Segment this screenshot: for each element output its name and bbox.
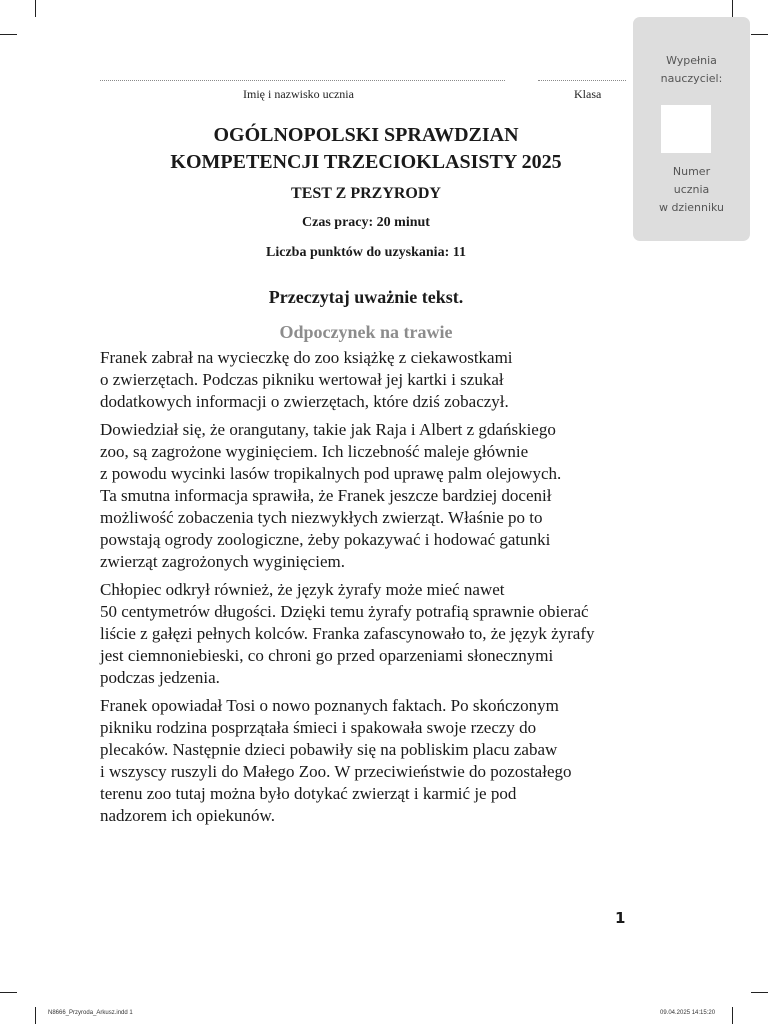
crop-mark — [732, 1007, 733, 1024]
teacher-box-title-line: Wypełnia — [666, 54, 717, 67]
story-paragraph: Dowiedział się, że orangutany, takie jak Raja i Albert z gdańskiego zoo, są zagrożone wyginięciem. Ich liczebność maleje głównie z powodu wycinki lasów tropikalnych pod uprawę palm olejowych. Ta smutna informacja sprawiła, że Franek jeszcze bardziej docenił możliwość zobaczenia tych niezwykłych zwierząt. Właśnie po to powstają ogrody zoologiczne, żeby pokazywać i hodować gatunki zwierząt zagrożonych wyginięciem. — [100, 420, 562, 571]
teacher-box-caption-line: w dzienniku — [658, 201, 725, 214]
crop-mark — [0, 992, 17, 993]
page-number: 1 — [615, 909, 626, 927]
teacher-box-caption-line: Numer — [672, 165, 711, 178]
teacher-box-caption — [633, 163, 750, 217]
story-paragraph: Franek opowiadał Tosi o nowo poznanych faktach. Po skończonym pikniku rodzina posprzątała śmieci i spakowała swoje rzeczy do plecaków. Następnie dzieci pobawiły się na pobliskim placu zabaw i wszyscy ruszyli do Małego Zoo. W przeciwieństwie do pozostałego terenu zoo tutaj można było dotykać zwierząt i karmić je pod nadzorem ich opiekunów. — [100, 696, 572, 825]
crop-mark — [35, 0, 36, 17]
student-name-line[interactable] — [100, 80, 505, 81]
crop-mark — [751, 992, 768, 993]
story-paragraph: Chłopiec odkrył również, że język żyrafy może mieć nawet 50 centymetrów długości. Dzięki temu żyrafy potrafią sprawnie obierać liście z gałęzi pełnych kolców. Franka zafascynowało to, że język żyrafy jest ciemnoniebieski, co chroni go przed oparzeniami słonecznymi podczas jedzenia. — [100, 580, 595, 687]
class-line[interactable] — [538, 80, 626, 81]
crop-mark — [732, 0, 733, 17]
story-text — [100, 347, 648, 833]
story-title: Odpoczynek na trawie — [279, 322, 453, 342]
footer-file: N8666_Przyroda_Arkusz.indd 1 — [48, 1010, 133, 1016]
crop-mark — [35, 1007, 36, 1024]
time-limit: Czas pracy: 20 minut — [302, 215, 430, 230]
teacher-box-title — [633, 52, 750, 88]
points-total: Liczba punktów do uzyskania: 11 — [266, 245, 466, 260]
teacher-box-caption-line: ucznia — [673, 183, 710, 196]
student-name-label: Imię i nazwisko ucznia — [243, 87, 354, 101]
teacher-box-title-line: nauczyciel: — [660, 72, 723, 85]
story-paragraph: Franek zabrał na wycieczkę do zoo książkę z ciekawostkami o zwierzętach. Podczas pikniku wertował jej kartki i szukał dodatkowych informacji o zwierzętach, które dziś zobaczył. — [100, 348, 513, 411]
instruction: Przeczytaj uważnie tekst. — [268, 287, 464, 307]
test-name: TEST Z PRZYRODY — [291, 185, 441, 202]
exam-title — [100, 122, 632, 176]
teacher-box — [633, 17, 750, 241]
crop-mark — [751, 34, 768, 35]
crop-mark — [0, 34, 17, 35]
exam-title-line: OGÓLNOPOLSKI SPRAWDZIAN — [213, 124, 519, 146]
class-label: Klasa — [574, 87, 602, 101]
footer-date: 09.04.2025 14:15:20 — [660, 1010, 716, 1016]
exam-title-line: KOMPETENCJI TRZECIOKLASISTY 2025 — [170, 151, 562, 173]
student-number-field[interactable] — [661, 105, 711, 153]
